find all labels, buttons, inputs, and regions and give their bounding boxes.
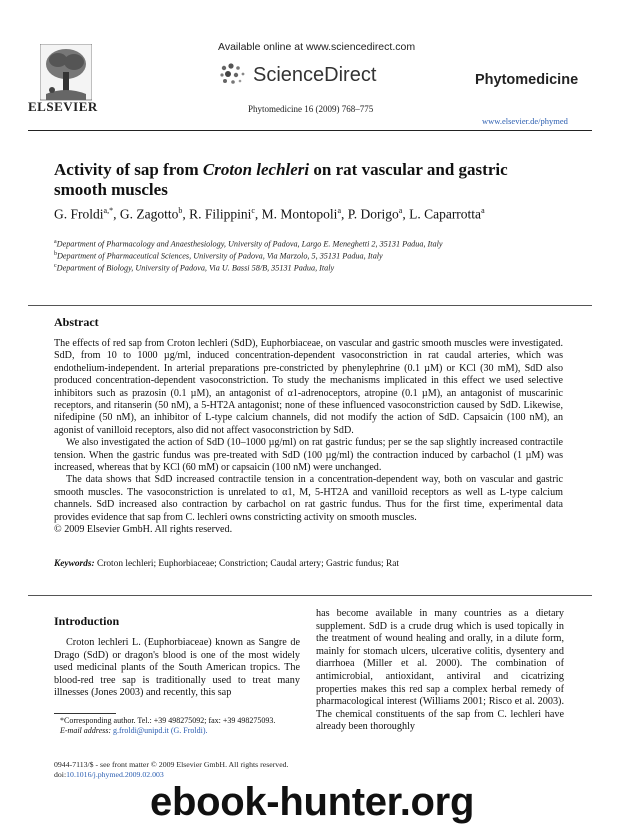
- intro-paragraph: has become available in many countries as a dietary supplement. SdD is a crude drug which is used topically in the treatment of wound healing and orally, in a dilute form, mainly for stomach ulcers, ulcerative colitis, dysentery and diarrhoea (Miller et al. 2000). The combination of antimicrobial, antioxidant, antiviral and cicatrizing properties makes this red sap a complex herbal remedy of pharmacological interest (Williams 2001; Risco et al. 2003). The chemical constituents of the sap from C. lechleri have already been thoroughly: [316, 608, 564, 733]
- section-rule: [28, 305, 592, 306]
- copyright-line: © 2009 Elsevier GmbH. All rights reserved.: [54, 524, 233, 536]
- footnote-rule: [54, 713, 116, 714]
- article-title: Activity of sap from Croton lechleri on rat vascular and gastric smooth muscles: [54, 160, 508, 199]
- affiliation-c: $^c$Department of Biology, University of Padova, Via U. Bassi 58/B, 35131 Padua, Italy: [54, 263, 335, 273]
- available-online-text[interactable]: Available online at www.sciencedirect.com: [218, 41, 416, 53]
- author-list: G. Froldi$^{a,*}$, G. Zagotto$^b$, R. Filippini$^c$, M. Montopoli$^a$, P. Dorigo$^a$, L. Caparrotta$^a$: [54, 206, 485, 222]
- author: P. Dorigo: [347, 206, 399, 222]
- abstract-paragraph: The data shows that SdD increased contractile tension in a concentration-dependent way, both on vascular and gastric smooth muscles. The vasoconstriction is unrelated to α1, M, 5-HT2A and vanilloid receptors as well as L-type calcium channels. SdD increased also contraction by carbachol on rat gastric fundus. Thus for the first time, experimental data provides evidence that sap from C. lechleri owns constricting activity on smooth muscles.: [54, 474, 563, 523]
- affiliation-b: $^b$Department of Pharmaceutical Sciences, University of Padova, Via Marzolo, 5, 35131 Padua, Italy: [54, 251, 383, 261]
- header-rule: [28, 130, 592, 131]
- abstract-heading: Abstract: [54, 315, 99, 329]
- introduction-heading: Introduction: [54, 614, 120, 628]
- email-link[interactable]: g.froldi@unipd.it (G. Froldi).: [113, 726, 208, 735]
- author: L. Caparrotta: [409, 206, 482, 222]
- watermark-text: ebook-hunter.org: [150, 780, 475, 824]
- journal-citation: Phytomedicine 16 (2009) 768–775: [248, 104, 374, 114]
- author: R. Filippini: [189, 206, 252, 222]
- abstract-paragraph: We also investigated the action of SdD (10–1000 µg/ml) on rat gastric fundus; per se the sap slightly increased contractile tension. When the gastric fundus was pre-treated with SdD (100 µg/ml) the contraction induced by carbachol (1 µM) was increased, whereas that by KCl (60 mM) or capsaicin (100 nM) were unchanged.: [54, 437, 563, 474]
- abstract-body: [54, 338, 563, 537]
- intro-paragraph: Croton lechleri L. (Euphorbiaceae) known as Sangre de Drago (SdD) or dragon's blood is one of the most widely used medicinal plants of the South American tropics. The blood-red tree sap is traditionally used to treat many illnesses (Jones 2003) and recently, this sap: [54, 637, 300, 699]
- keywords-line: Keywords: Croton lechleri; Euphorbiaceae; Constriction; Caudal artery; Gastric fundus; Rat: [54, 559, 399, 569]
- doi-link[interactable]: 10.1016/j.phymed.2009.02.003: [66, 770, 164, 779]
- publisher-name: ELSEVIER: [28, 99, 98, 114]
- journal-name: Phytomedicine: [475, 72, 579, 88]
- sciencedirect-wordmark: ScienceDirect: [253, 64, 377, 86]
- email-line: E-mail address: g.froldi@unipd.it (G. Froldi).: [60, 726, 208, 735]
- journal-url-link[interactable]: www.elsevier.de/phymed: [482, 116, 568, 126]
- front-matter-note: [54, 760, 314, 780]
- author: G. Froldi: [54, 206, 104, 222]
- section-rule: [28, 595, 592, 596]
- issn-line: 0944-7113/$ - see front matter © 2009 Elsevier GmbH. All rights reserved.: [54, 760, 289, 769]
- doi-line: doi:10.1016/j.phymed.2009.02.003: [54, 770, 164, 779]
- intro-left-column: [54, 637, 300, 700]
- abstract-paragraph: The effects of red sap from Croton lechleri (SdD), Euphorbiaceae, on vascular and gastric smooth muscles were investigated. SdD, from 10 to 1000 µg/ml, induced concentration-dependent vasoconstriction in rat caudal arteries, which was endothelium-independent. In arterial preparations pre-constricted by phenylephrine (0.1 µM) or KCl (30 mM), SdD also produced concentration-dependent vasoconstriction. To study the mechanisms implicated in this effect we used selective inhibitors such as prazosin (0.1 µM), an antagonist of α1-adrenoceptors, atropine (0.1 µM), an antagonist of muscarinic receptors, and ritanserin (50 nM), a 5-HT2A antagonist; none of these influenced vasoconstriction caused by SdD. Likewise, nifedipine (50 nM), an inhibitor of L-type calcium channels, did not modify the action of SdD. Capsaicin (100 nM), an agonist of vanilloid receptors, also did not affect vasoconstriction by SdD.: [54, 338, 563, 436]
- intro-right-column: [316, 608, 564, 734]
- footnote: [54, 716, 304, 736]
- corresponding-author: *Corresponding author. Tel.: +39 498275092; fax: +39 498275093.: [60, 716, 276, 725]
- author: M. Montopoli: [261, 206, 338, 222]
- sciencedirect-dots-icon: [216, 58, 250, 92]
- affiliation-a: $^a$Department of Pharmacology and Anaesthesiology, University of Padova, Largo E. Meneghetti 2, 35131 Padua, Italy: [54, 239, 443, 249]
- author: G. Zagotto: [119, 206, 179, 222]
